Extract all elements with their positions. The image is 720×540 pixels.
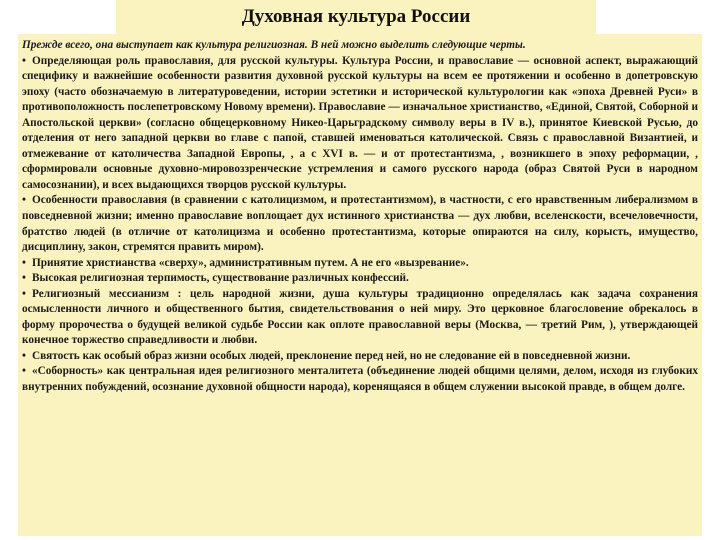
bullet: • <box>22 365 26 378</box>
content-box <box>18 34 702 536</box>
list-item-text: Высокая религиозная терпимость, существование различных конфессий. <box>31 272 409 285</box>
bullet: • <box>22 287 26 300</box>
list-item <box>22 256 698 272</box>
bullet: • <box>22 349 26 362</box>
list-item <box>22 287 698 349</box>
title-bar <box>116 0 596 34</box>
list-item <box>22 364 698 395</box>
list-item-text: Принятие христианства «сверху», административным путем. А не его «вызревание». <box>31 256 469 269</box>
list-item-text: Особенности православия (в сравнении с католицизмом, и протестантизмом), в частности, с его нравственным либерализмом в повседневной жизни; именно православие воплощает дух истинного христианства — дух любви, вселенскости, всечеловечности, братство людей (в отличие от католицизма и особенно протестантизма, которые опираются на силу, корысть, имущество, дисциплину, закон, стремятся править миром). <box>22 194 698 254</box>
bullet: • <box>22 54 26 67</box>
bullet: • <box>22 256 26 269</box>
list-item-text: Святость как особый образ жизни особых людей, преклонение перед ней, но не следование ей в повседневной жизни. <box>31 349 631 362</box>
list-item-text: Религиозный мессианизм : цель народной жизни, душа культуры традиционно определялась как задача сохранения осмысленности личного и общественного бытия, свидетельствования о ней миру. Это церковное благословение обрекалось в форму пророчества о будущей великой судьбе России как оплоте православной веры (Москва, — третий Рим, ), утверждающей конечное торжество справедливости и любви. <box>22 287 698 347</box>
intro-text: Прежде всего, она выступает как культура религиозная. В ней можно выделить следующие черты. <box>22 39 526 51</box>
list-item-text: Определяющая роль православия, для русской культуры. Культура России, и православие — основной аспект, выражающий специфику и важнейшие особенности развития духовной русской культуры на всем ее протяжении и особенно в допетровскую эпоху (часто обозначаемую в литературоведении, истории эстетики и исторической культурологии как «эпоха Древней Руси» в противоположность послепетровскому Новому времени). Православие — изначальное христианство, «Единой, Святой, Соборной и Апостольской церкви» (согласно общецерковному Никео-Царьградскому символу веры в IV в.), принятое Киевской Русью, до отделения от него западной церкви во главе с папой, ставшей именоваться католической. Связь с православной Византией, и отмежевание от католичества Западной Европы, , а с XVI в. — и от протестантизма, , возникшего в эпоху реформации, , сформировали основные духовно-мировоззренческие устремления и самого русского народа (образ Святой Руси в народном самосознании), и всех выдающихся творцов русской культуры. <box>22 54 698 191</box>
list-item <box>22 54 698 194</box>
bullet: • <box>22 194 26 207</box>
list-item <box>22 349 698 365</box>
list-item-text: «Соборность» как центральная идея религиозного менталитета (объединение людей общими целями, делом, исходя из глубоких внутренних побуждений, осознание духовной общности народа), коренящаяся в общем служении высокой правде, в общем долге. <box>22 365 698 394</box>
slide-title: Духовная культура России <box>241 6 471 27</box>
list-item <box>22 271 698 287</box>
bullet: • <box>22 272 26 285</box>
list-item <box>22 193 698 255</box>
